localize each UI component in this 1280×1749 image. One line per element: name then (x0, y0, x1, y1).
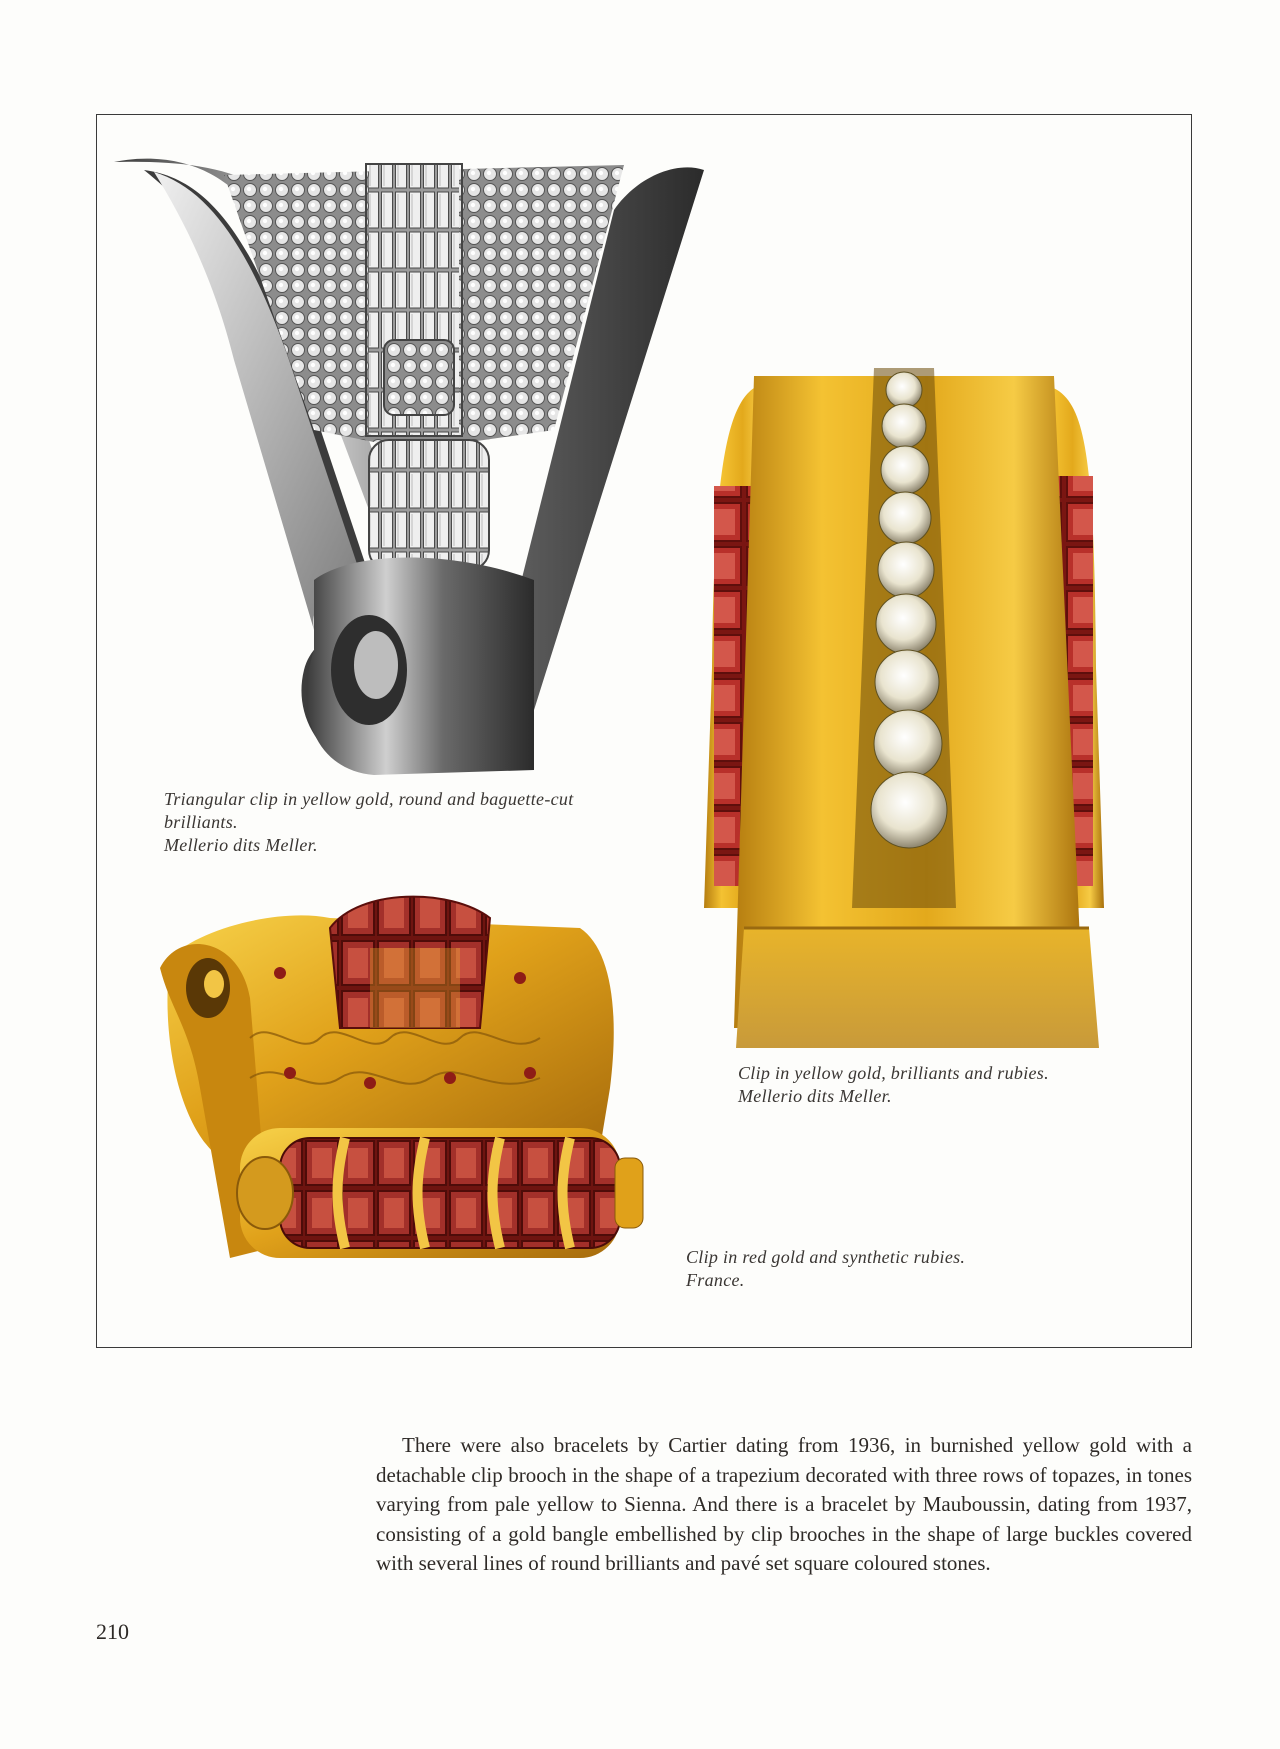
gold-ruby-diamond-clip-photo (704, 368, 1154, 1048)
caption-line: Mellerio dits Meller. (164, 835, 318, 855)
silver-diamond-clip-photo (114, 150, 704, 780)
caption-line: Triangular clip in yellow gold, round and baguette-cut (164, 789, 574, 809)
page-number: 210 (96, 1619, 129, 1644)
body-text: There were also bracelets by Cartier dating from 1936, in burnished yellow gold with a detachable clip brooch in the shape of a trapezium decorated with three rows of topazes, in tones varying from pale yellow to Sienna. And there is a bracelet by Mauboussin, dating from 1937, consisting of a gold bangle embellished by clip brooches in the shape of large buckles covered with several lines of round brilliants and pavé set square coloured stones. (376, 1433, 1192, 1575)
red-gold-ruby-clip-photo (160, 888, 650, 1278)
figure-caption-3 (686, 1246, 965, 1292)
figure-caption-2 (738, 1062, 1049, 1108)
caption-line: France. (686, 1270, 745, 1290)
caption-line: Mellerio dits Meller. (738, 1086, 892, 1106)
body-paragraph (376, 1431, 1192, 1579)
figure-caption-1 (164, 788, 574, 857)
caption-line: Clip in yellow gold, brilliants and rubies. (738, 1063, 1049, 1083)
caption-line: brilliants. (164, 812, 238, 832)
caption-line: Clip in red gold and synthetic rubies. (686, 1247, 966, 1267)
